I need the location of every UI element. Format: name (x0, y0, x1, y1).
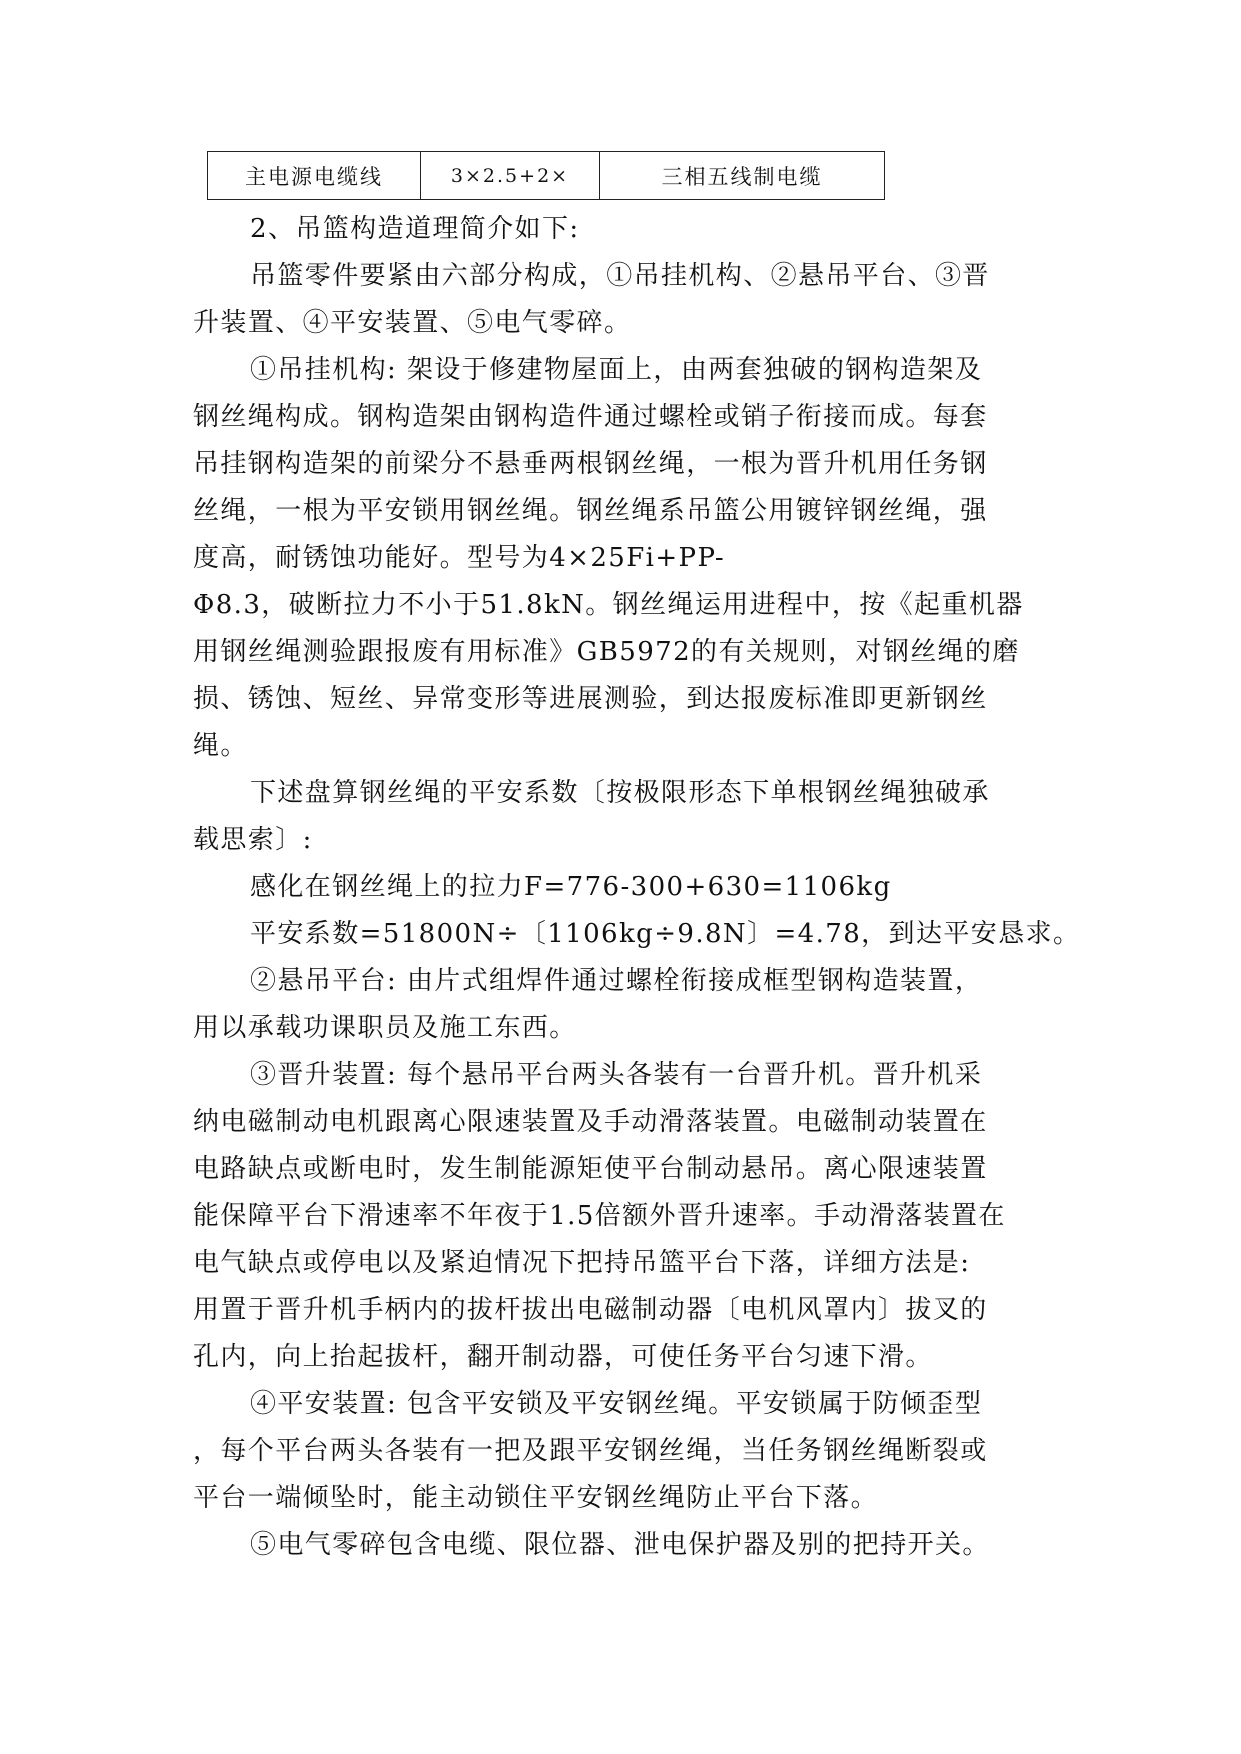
text-line: 纳电磁制动电机跟离心限速装置及手动滑落装置。电磁制动装置在 (193, 1107, 988, 1137)
text-line: 下述盘算钢丝绳的平安系数〔按极限形态下单根钢丝绳独破承 (250, 778, 990, 808)
text-line: 绳。 (193, 731, 248, 761)
text-line: 钢丝绳构成。钢构造架由钢构造件通过螺栓或销子衔接而成。每套 (193, 402, 988, 432)
text-line: 电路缺点或断电时，发生制能源矩使平台制动悬吊。离心限速装置 (193, 1154, 988, 1184)
text-line: 能保障平台下滑速率不年夜于1.5倍额外晋升速率。手动滑落装置在 (193, 1201, 1006, 1231)
text-line: 孔内，向上抬起拔杆，翻开制动器，可使任务平台匀速下滑。 (193, 1342, 933, 1372)
text-line: 升装置、④平安装置、⑤电气零碎。 (193, 308, 632, 338)
text-line: 用置于晋升机手柄内的拔杆拔出电磁制动器〔电机风罩内〕拔叉的 (193, 1295, 988, 1325)
table-row (208, 152, 885, 200)
text-line: 2、吊篮构造道理简介如下: (250, 214, 580, 244)
table-cell-spec: 3×2.5+2× (421, 152, 600, 200)
text-line: 丝绳，一根为平安锁用钢丝绳。钢丝绳系吊篮公用镀锌钢丝绳，强 (193, 496, 988, 526)
text-line: 吊挂钢构造架的前梁分不悬垂两根钢丝绳，一根为晋升机用任务钢 (193, 449, 988, 479)
text-line: ④平安装置: 包含平安锁及平安钢丝绳。平安锁属于防倾歪型 (250, 1389, 983, 1419)
cable-spec-table (207, 151, 885, 200)
text-line: 度高，耐锈蚀功能好。型号为4×25Fi+PP- (193, 543, 726, 573)
body-text (193, 206, 1081, 1569)
text-line: 吊篮零件要紧由六部分构成，①吊挂机构、②悬吊平台、③晋 (250, 261, 990, 291)
table-cell-item: 主电源电缆线 (208, 152, 421, 200)
text-line: ③晋升装置: 每个悬吊平台两头各装有一台晋升机。晋升机采 (250, 1060, 983, 1090)
text-line: 用以承载功课职员及施工东西。 (193, 1013, 577, 1043)
text-line: 平台一端倾坠时，能主动锁住平安钢丝绳防止平台下落。 (193, 1483, 879, 1513)
text-line: ②悬吊平台: 由片式组焊件通过螺栓衔接成框型钢构造装置， (250, 966, 983, 996)
text-line: ⑤电气零碎包含电缆、限位器、泄电保护器及别的把持开关。 (250, 1530, 990, 1560)
table-cell-note: 三相五线制电缆 (600, 152, 885, 200)
text-line: ，每个平台两头各装有一把及跟平安钢丝绳，当任务钢丝绳断裂或 (193, 1436, 988, 1466)
text-line: 感化在钢丝绳上的拉力F=776-300+630=1106kg (250, 872, 892, 902)
text-line: 平安系数=51800N÷〔1106kg÷9.8N〕=4.78，到达平安恳求。 (250, 919, 1081, 949)
text-line: 载思索〕: (193, 825, 313, 855)
text-line: 损、锈蚀、短丝、异常变形等进展测验，到达报废标准即更新钢丝 (193, 684, 988, 714)
text-line: ①吊挂机构: 架设于修建物屋面上，由两套独破的钢构造架及 (250, 355, 983, 385)
text-line: 电气缺点或停电以及紧迫情况下把持吊篮平台下落，详细方法是: (193, 1248, 971, 1278)
text-line: 用钢丝绳测验跟报废有用标准》GB5972的有关规则，对钢丝绳的磨 (193, 637, 1020, 667)
text-line: Φ8.3，破断拉力不小于51.8kN。钢丝绳运用进程中，按《起重机器 (193, 590, 1024, 620)
